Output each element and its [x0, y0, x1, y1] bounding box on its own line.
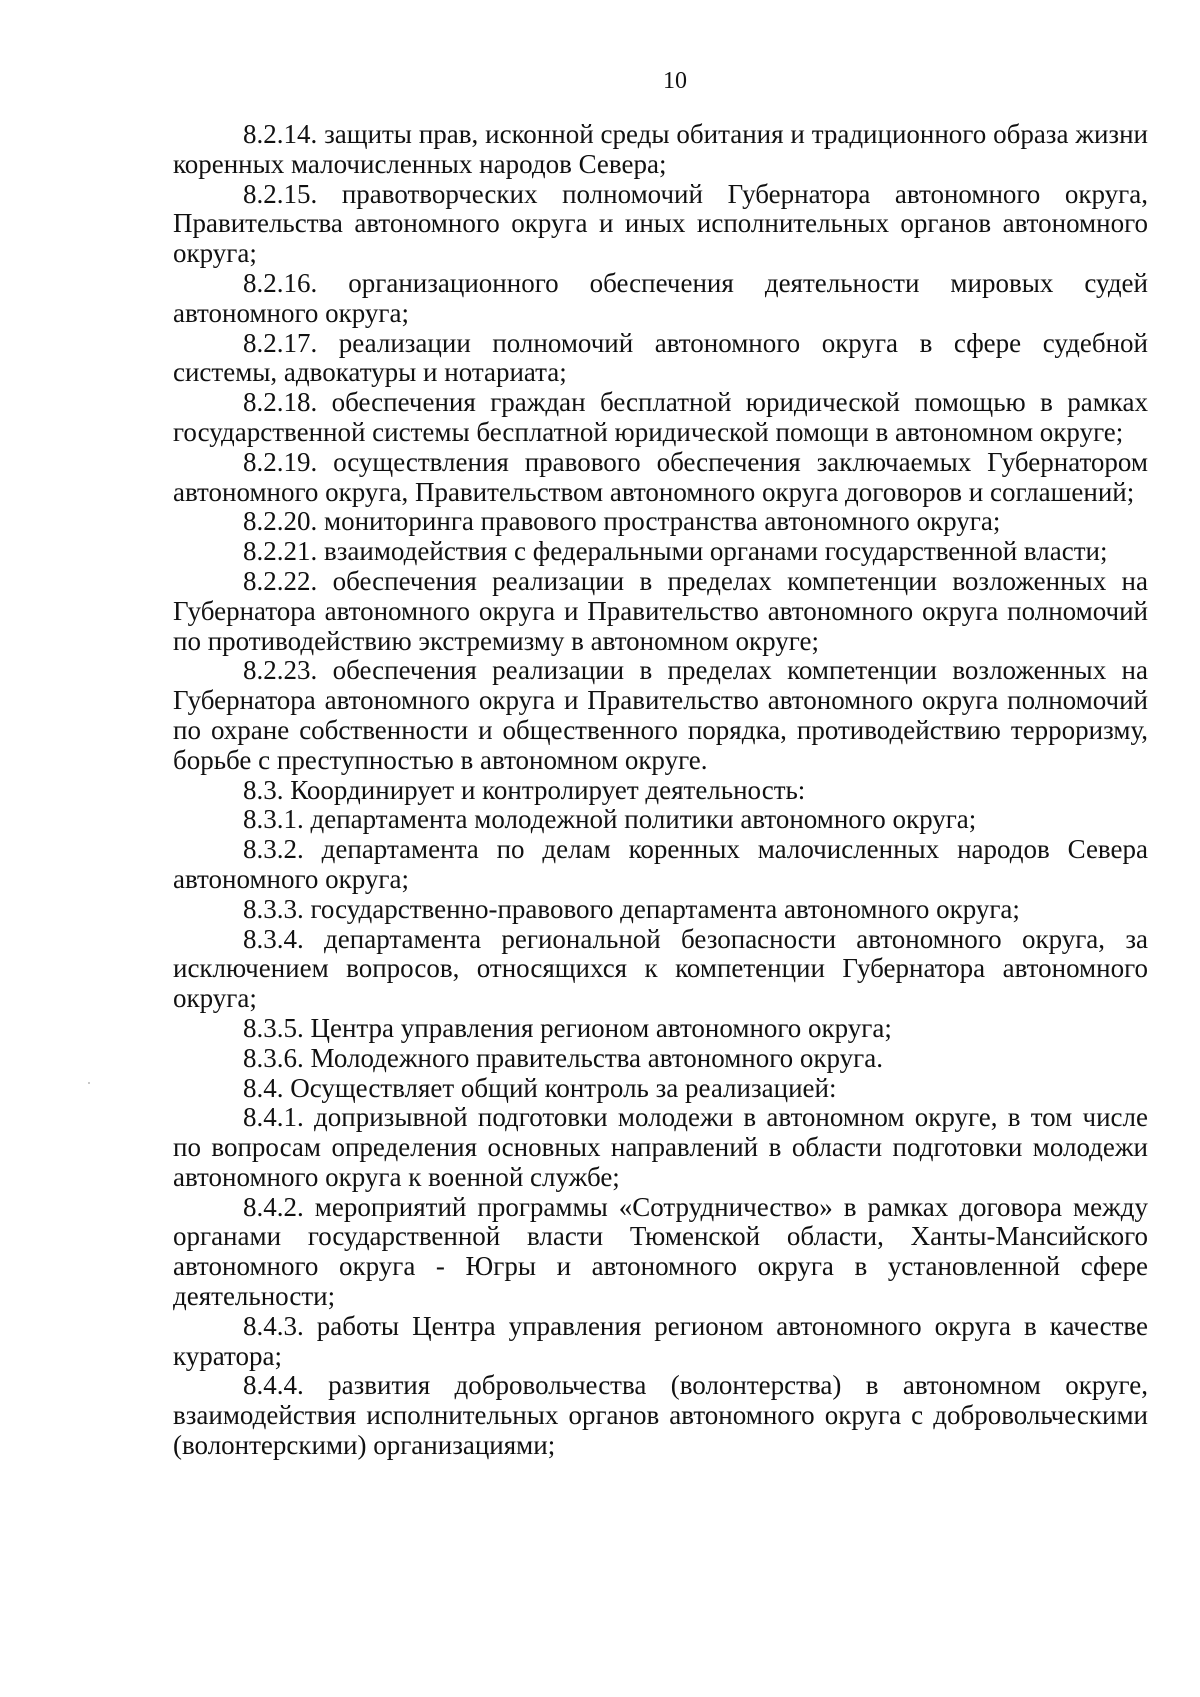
paragraph-8-2-17: 8.2.17. реализации полномочий автономного округа в сфере судебной системы, адвокатуры и нотариата;	[173, 327, 1148, 388]
paragraph-8-4: 8.4. Осуществляет общий контроль за реализацией:	[243, 1072, 837, 1103]
paragraph-8-4-2: 8.4.2. мероприятий программы «Сотрудничество» в рамках договора между органами государственной власти Тюменской области, Ханты-Мансийского автономного округа - Югры и автономного округа в установленной сфере деятельности;	[173, 1191, 1148, 1312]
paragraph-8-4-3: 8.4.3. работы Центра управления регионом автономного округа в качестве куратора;	[173, 1310, 1148, 1371]
paragraph-8-3-5: 8.3.5. Центра управления регионом автономного округа;	[243, 1012, 892, 1043]
paragraph-8-3-6: 8.3.6. Молодежного правительства автономного округа.	[243, 1042, 883, 1073]
paragraph-8-3-1: 8.3.1. департамента молодежной политики автономного округа;	[243, 804, 977, 835]
page-number: 10	[663, 68, 687, 94]
paragraph-8-4-4: 8.4.4. развития добровольчества (волонтерства) в автономном округе, взаимодействия исполнительных органов автономного округа с добровольческими (волонтерскими) организациями;	[173, 1370, 1148, 1461]
paragraph-8-2-19: 8.2.19. осуществления правового обеспечения заключаемых Губернатором автономного округа, Правительством автономного округа договоров и соглашений;	[173, 446, 1148, 507]
document-body	[173, 120, 1148, 1461]
paragraph-8-2-14: 8.2.14. защиты прав, исконной среды обитания и традиционного образа жизни коренных малочисленных народов Севера;	[173, 119, 1148, 179]
paragraph-8-2-15: 8.2.15. правотворческих полномочий Губернатора автономного округа, Правительства автономного округа и иных исполнительных органов автономного округа;	[173, 178, 1148, 269]
paragraph-8-2-21: 8.2.21. взаимодействия с федеральными органами государственной власти;	[243, 536, 1108, 567]
paragraph-8-4-1: 8.4.1. допризывной подготовки молодежи в автономном округе, в том числе по вопросам определения основных направлений в области подготовки молодежи автономного округа к военной службе;	[173, 1102, 1148, 1192]
paragraph-8-2-16: 8.2.16. организационного обеспечения деятельности мировых судей автономного округа;	[173, 267, 1148, 328]
paragraph-8-2-22: 8.2.22. обеспечения реализации в пределах компетенции возложенных на Губернатора автономного округа и Правительство автономного округа полномочий по противодействию экстремизму в автономном округе;	[173, 565, 1148, 656]
paragraph-8-2-18: 8.2.18. обеспечения граждан бесплатной юридической помощью в рамках государственной системы бесплатной юридической помощи в автономном округе;	[173, 387, 1148, 447]
paragraph-8-3-2: 8.3.2. департамента по делам коренных малочисленных народов Севера автономного округа;	[173, 834, 1148, 894]
paragraph-8-2-23: 8.2.23. обеспечения реализации в пределах компетенции возложенных на Губернатора автономного округа и Правительство автономного округа полномочий по охране собственности и общественного порядка, противодействию терроризму, борьбе с преступностью в автономном округе.	[173, 655, 1148, 775]
paragraph-8-3: 8.3. Координирует и контролирует деятельность:	[243, 774, 806, 805]
paragraph-8-3-3: 8.3.3. государственно-правового департамента автономного округа;	[243, 893, 1020, 924]
scan-speck	[88, 1082, 90, 1084]
paragraph-8-2-20: 8.2.20. мониторинга правового пространства автономного округа;	[243, 506, 1001, 537]
paragraph-8-3-4: 8.3.4. департамента региональной безопасности автономного округа, за исключением вопросов, относящихся к компетенции Губернатора автономного округа;	[173, 923, 1148, 1014]
